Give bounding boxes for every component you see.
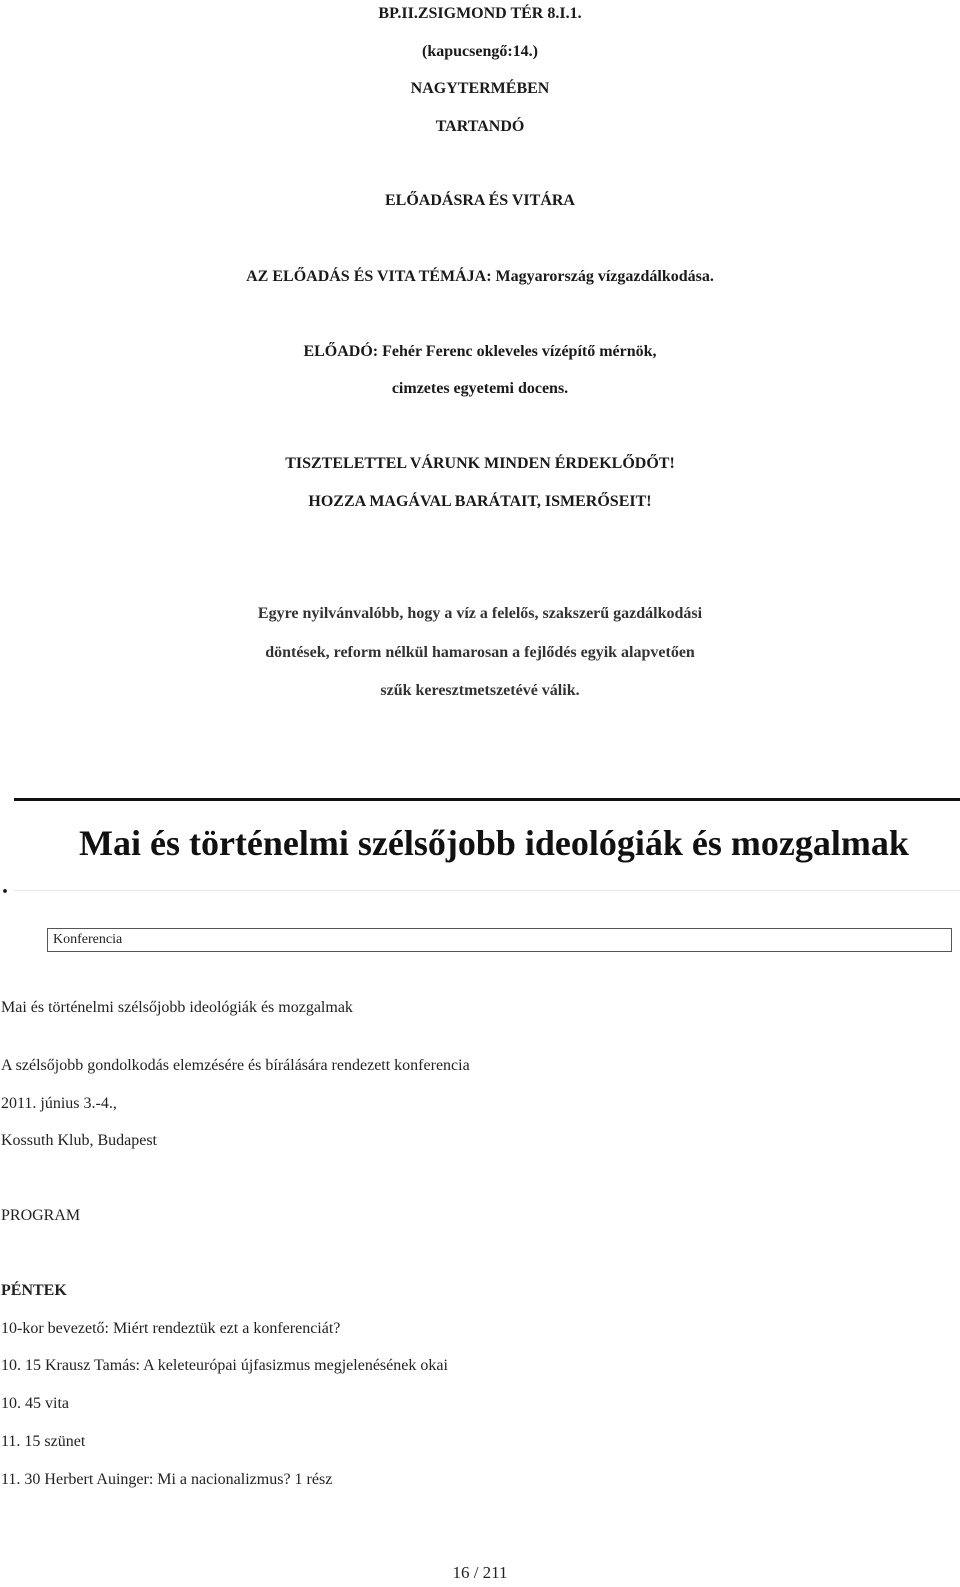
hall-line: NAGYTERMÉBEN xyxy=(410,80,550,97)
category-label: Konferencia xyxy=(53,932,123,947)
heading-top-rule xyxy=(14,798,960,801)
program-label: PROGRAM xyxy=(1,1207,81,1224)
held-line: TARTANDÓ xyxy=(435,118,525,135)
welcome-line: TISZTELETTEL VÁRUNK MINDEN ÉRDEKLŐDŐT! xyxy=(285,455,675,472)
bullet-dot: . xyxy=(2,873,8,899)
speaker-title-line: cimzetes egyetemi docens. xyxy=(391,380,569,397)
schedule-item: 11. 15 szünet xyxy=(1,1433,86,1450)
event-venue-line: Kossuth Klub, Budapest xyxy=(1,1132,157,1149)
article-heading: Mai és történelmi szélsőjobb ideológiák és mozgalmak xyxy=(79,823,909,863)
schedule-item: 10. 45 vita xyxy=(1,1395,69,1412)
heading-bottom-rule xyxy=(14,890,960,891)
paragraph-line-3: szűk keresztmetszetévé válik. xyxy=(380,682,580,699)
schedule-item: 10. 15 Krausz Tamás: A keleteurópai újfasizmus megjelenésének okai xyxy=(1,1357,448,1374)
paragraph-line-1: Egyre nyilvánvalóbb, hogy a víz a felelős, szakszerű gazdálkodási xyxy=(257,605,703,622)
doorbell-line: (kapucsengő:14.) xyxy=(421,43,538,60)
paragraph-line-2: döntések, reform nélkül hamarosan a fejlődés egyik alapvetően xyxy=(265,644,695,661)
schedule-item: 10-kor bevezető: Miért rendeztük ezt a konferenciát? xyxy=(1,1320,341,1337)
topic-line: AZ ELŐADÁS ÉS VITA TÉMÁJA: Magyarország vízgazdálkodása. xyxy=(246,268,714,285)
category-box xyxy=(47,928,952,952)
schedule-item: 11. 30 Herbert Auinger: Mi a nacionalizmus? 1 rész xyxy=(1,1471,333,1488)
event-date-line: 2011. június 3.-4., xyxy=(1,1095,117,1112)
address-line: BP.II.ZSIGMOND TÉR 8.I.1. xyxy=(378,5,582,22)
speaker-line: ELŐADÓ: Fehér Ferenc okleveles vízépítő mérnök, xyxy=(303,343,657,360)
article-subtitle-line: A szélsőjobb gondolkodás elemzésére és bírálására rendezett konferencia xyxy=(1,1057,470,1074)
lecture-debate-line: ELŐADÁSRA ÉS VITÁRA xyxy=(385,192,575,209)
page-indicator: 16 / 211 xyxy=(452,1563,508,1582)
bring-friends-line: HOZZA MAGÁVAL BARÁTAIT, ISMERŐSEIT! xyxy=(308,493,652,510)
article-title-line: Mai és történelmi szélsőjobb ideológiák és mozgalmak xyxy=(1,999,353,1016)
day-label: PÉNTEK xyxy=(1,1282,67,1299)
